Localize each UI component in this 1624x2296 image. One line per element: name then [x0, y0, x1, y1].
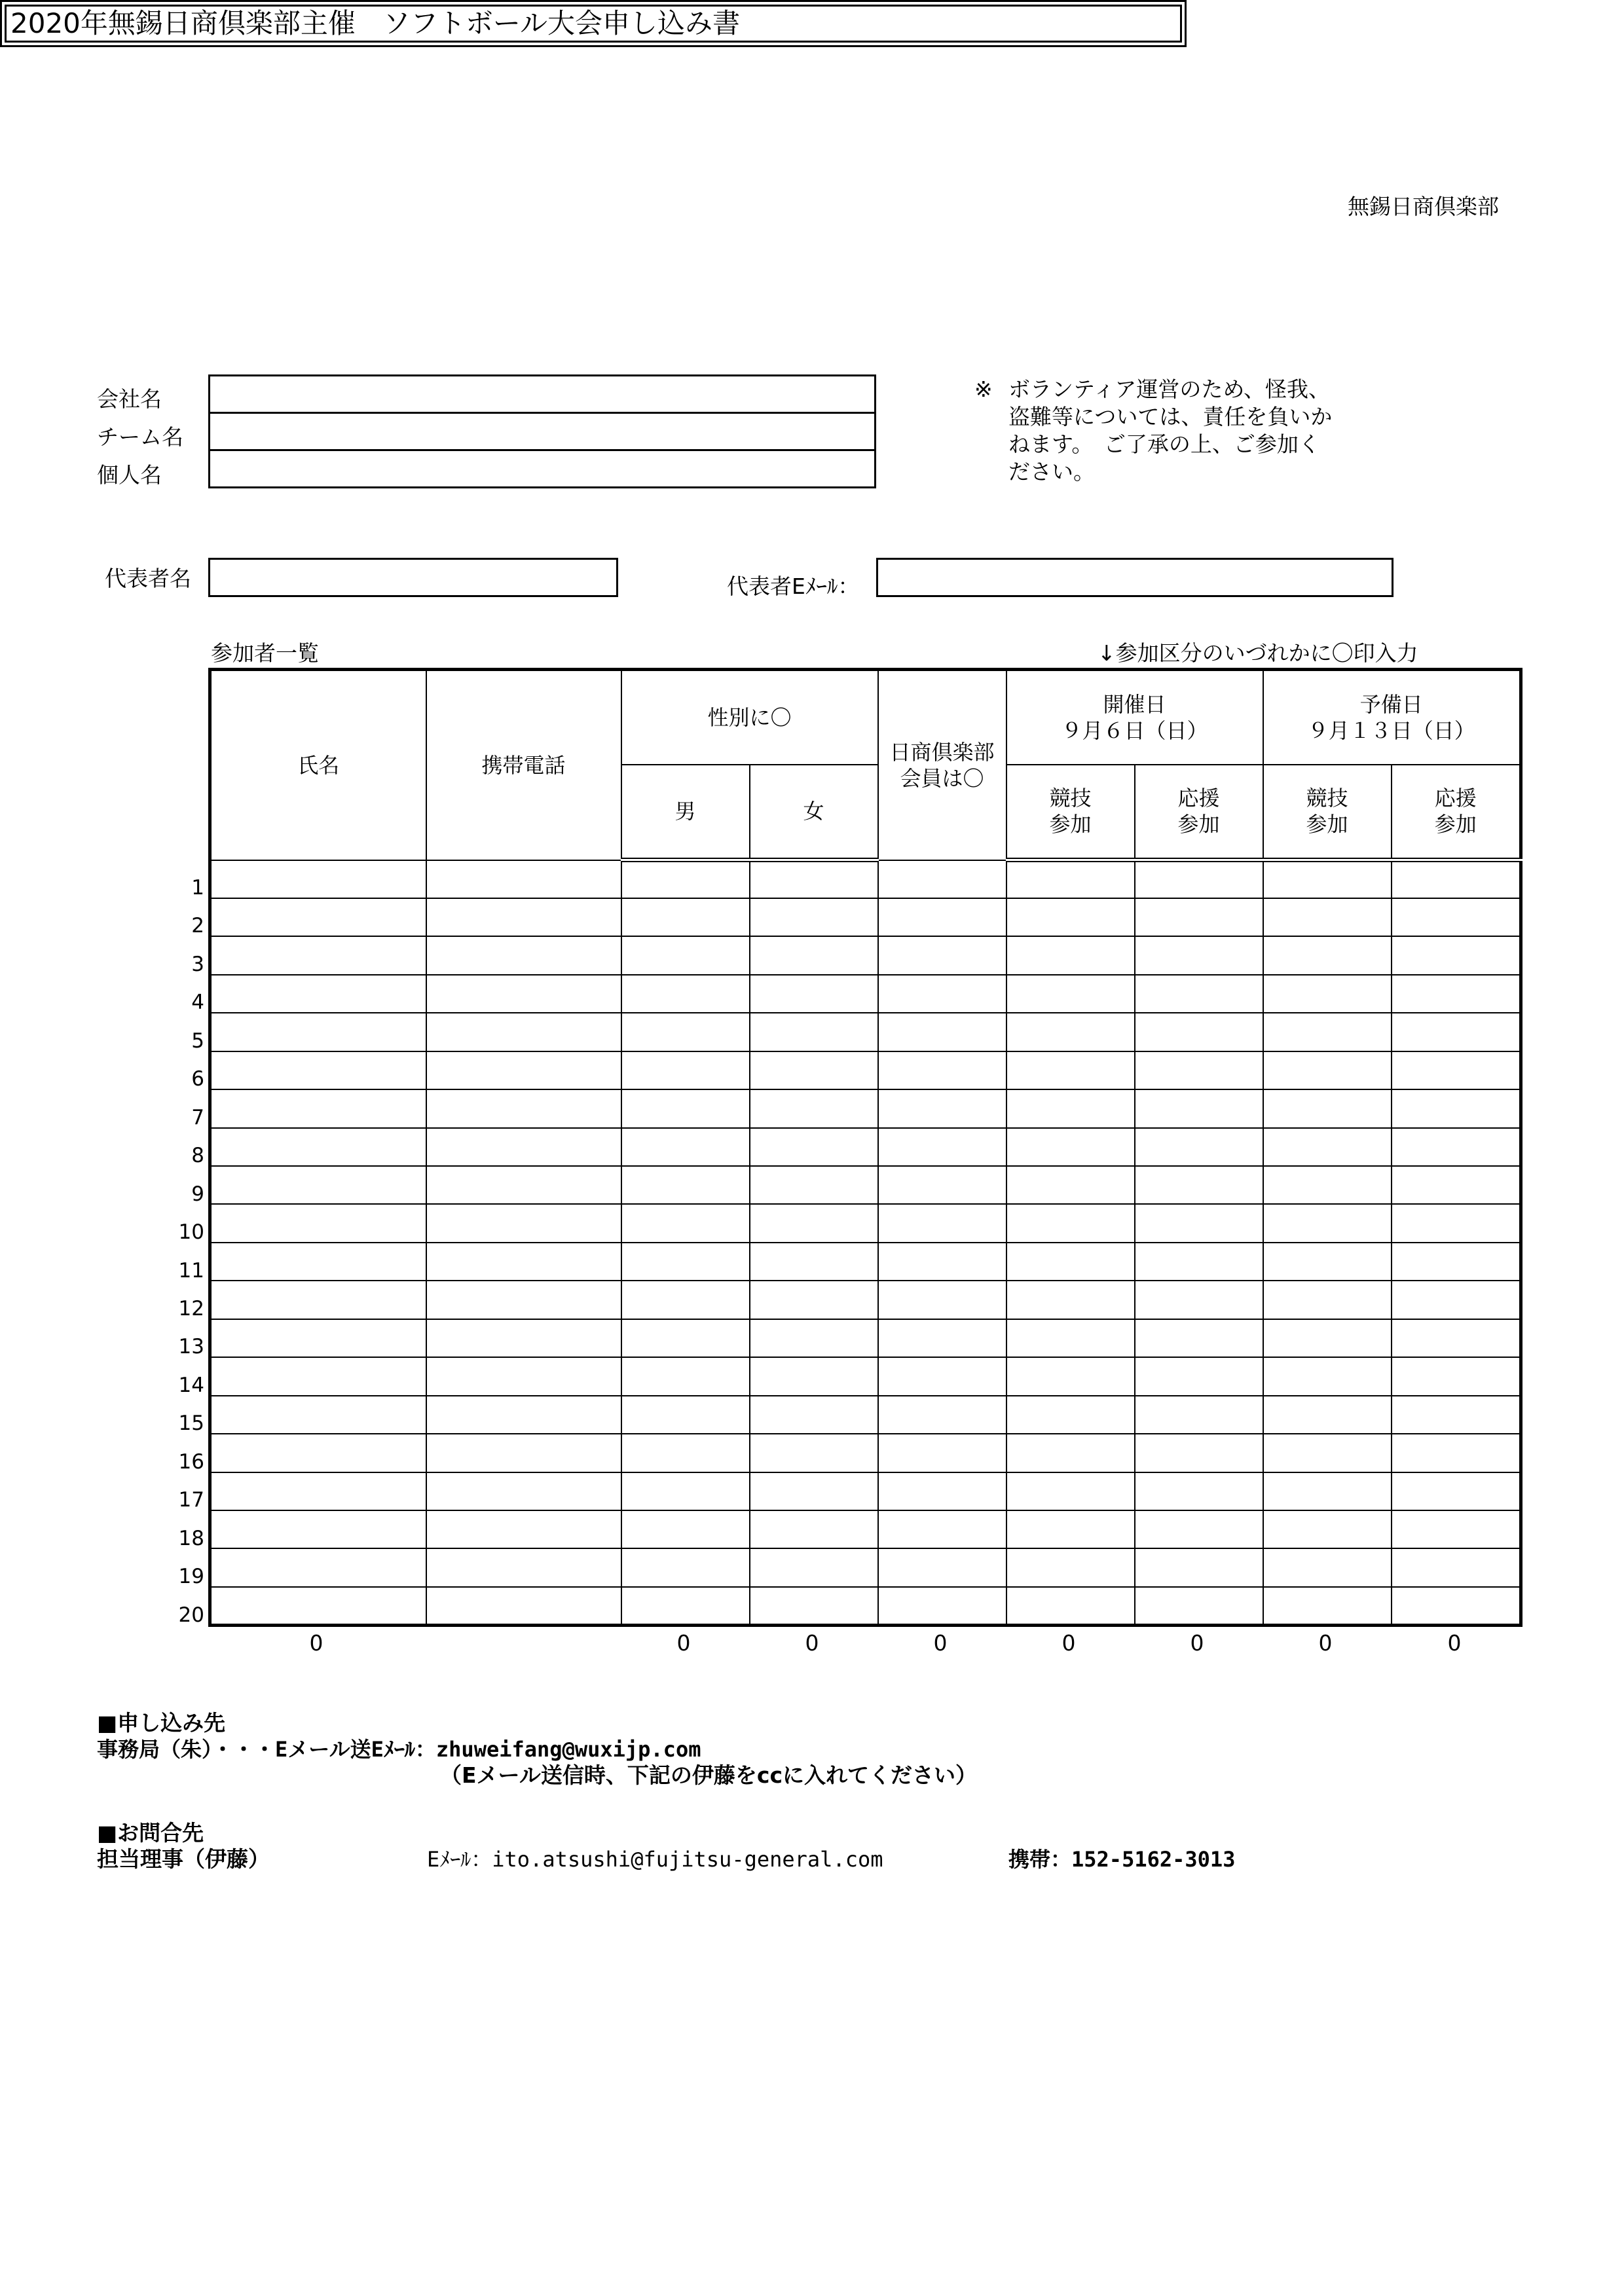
roster-cell[interactable] [210, 1587, 426, 1625]
participant-table [208, 668, 1522, 1627]
roster-cell[interactable] [1006, 898, 1135, 936]
total-backup-cheer: 0 [1447, 1630, 1462, 1656]
roster-cell[interactable] [210, 1434, 426, 1472]
roster-cell[interactable] [1135, 1434, 1263, 1472]
roster-cell[interactable] [426, 1204, 621, 1242]
header-member-line2: 会員は〇 [900, 765, 984, 791]
contact-person: 担当理事（伊藤） [97, 1846, 270, 1872]
header-backup-compete [1263, 765, 1392, 860]
table-row [210, 1128, 1521, 1166]
roster-cell[interactable] [621, 1319, 750, 1357]
roster-cell[interactable] [621, 1166, 750, 1204]
roster-cell[interactable] [1006, 1051, 1135, 1089]
roster-cell[interactable] [1263, 1472, 1392, 1510]
roster-cell[interactable] [426, 898, 621, 936]
roster-cell[interactable] [878, 1281, 1006, 1319]
roster-cell[interactable] [1263, 1396, 1392, 1434]
roster-cell[interactable] [621, 1548, 750, 1586]
cheer-line1: 応援 [1434, 786, 1477, 811]
roster-cell[interactable] [426, 1587, 621, 1625]
roster-cell[interactable] [1392, 1587, 1521, 1625]
row-number: 5 [191, 1029, 204, 1053]
roster-cell[interactable] [210, 1357, 426, 1395]
roster-cell[interactable] [426, 1472, 621, 1510]
row-number: 20 [178, 1603, 204, 1627]
roster-cell[interactable] [750, 1243, 878, 1281]
header-event-day-line2: ９月６日（日） [1061, 718, 1208, 743]
roster-cell[interactable] [1135, 1051, 1263, 1089]
roster-cell[interactable] [1392, 1128, 1521, 1166]
header-event-cheer [1135, 765, 1263, 860]
roster-cell[interactable] [878, 1166, 1006, 1204]
roster-cell[interactable] [1135, 1128, 1263, 1166]
roster-cell[interactable] [426, 1243, 621, 1281]
apply-line-1: 事務局（朱）・・・Eメール送Eﾒｰﾙ：zhuweifang@wuxijp.com [97, 1737, 701, 1762]
roster-cell[interactable] [1392, 1243, 1521, 1281]
roster-cell[interactable] [1263, 1051, 1392, 1089]
table-row [210, 936, 1521, 974]
roster-cell[interactable] [621, 936, 750, 974]
roster-cell[interactable] [1392, 1166, 1521, 1204]
roster-cell[interactable] [1006, 1166, 1135, 1204]
company-label: 会社名 [97, 386, 162, 412]
roster-cell[interactable] [426, 1128, 621, 1166]
roster-cell[interactable] [878, 1396, 1006, 1434]
row-number: 1 [191, 876, 204, 900]
roster-cell[interactable] [750, 1051, 878, 1089]
roster-cell[interactable] [1135, 1204, 1263, 1242]
row-number: 16 [178, 1449, 204, 1474]
roster-cell[interactable] [621, 1281, 750, 1319]
total-backup-compete: 0 [1318, 1630, 1333, 1656]
cheer-line2: 参加 [1177, 812, 1220, 837]
roster-cell[interactable] [1263, 936, 1392, 974]
organizer-name: 無錫日商倶楽部 [1348, 194, 1499, 219]
roster-cell[interactable] [1135, 1089, 1263, 1127]
roster-caption: 参加者一覧 [211, 640, 319, 666]
table-row [210, 1548, 1521, 1586]
total-female: 0 [805, 1630, 819, 1656]
roster-cell[interactable] [878, 1548, 1006, 1586]
form-title-box [0, 0, 1187, 47]
roster-cell[interactable] [1006, 1434, 1135, 1472]
roster-cell[interactable] [426, 936, 621, 974]
roster-cell[interactable] [750, 1204, 878, 1242]
roster-cell[interactable] [878, 1243, 1006, 1281]
roster-cell[interactable] [1006, 1587, 1135, 1625]
roster-cell[interactable] [750, 1587, 878, 1625]
contact-mobile: 携帯：152-5162-3013 [1008, 1847, 1236, 1872]
contact-email: Eﾒｰﾙ：ito.atsushi@fujitsu-general.com [427, 1847, 883, 1872]
roster-cell[interactable] [1135, 1166, 1263, 1204]
roster-cell[interactable] [1006, 1128, 1135, 1166]
roster-cell[interactable] [1135, 860, 1263, 898]
roster-cell[interactable] [750, 936, 878, 974]
roster-cell[interactable] [210, 1166, 426, 1204]
roster-cell[interactable] [1392, 975, 1521, 1013]
roster-cell[interactable] [1006, 1013, 1135, 1051]
roster-cell[interactable] [1006, 1281, 1135, 1319]
individual-field[interactable] [208, 449, 876, 488]
row-number: 14 [178, 1373, 204, 1397]
roster-cell[interactable] [426, 1319, 621, 1357]
roster-cell[interactable] [210, 1548, 426, 1586]
roster-cell[interactable] [1135, 1472, 1263, 1510]
roster-cell[interactable] [426, 1510, 621, 1548]
roster-cell[interactable] [1263, 1089, 1392, 1127]
compete-line1: 競技 [1306, 786, 1348, 811]
roster-cell[interactable] [1135, 898, 1263, 936]
header-member-line1: 日商倶楽部 [889, 739, 995, 765]
table-row [210, 860, 1521, 898]
roster-cell[interactable] [1392, 1472, 1521, 1510]
header-event-day-line1: 開催日 [1103, 691, 1166, 717]
roster-cell[interactable] [1006, 1319, 1135, 1357]
roster-cell[interactable] [1263, 1548, 1392, 1586]
roster-cell[interactable] [1006, 975, 1135, 1013]
row-number: 10 [178, 1220, 204, 1245]
roster-cell[interactable] [1006, 1243, 1135, 1281]
table-row [210, 1510, 1521, 1548]
roster-cell[interactable] [1392, 1204, 1521, 1242]
roster-cell[interactable] [750, 1089, 878, 1127]
roster-cell[interactable] [621, 1128, 750, 1166]
roster-cell[interactable] [1006, 1510, 1135, 1548]
cheer-line1: 応援 [1177, 786, 1220, 811]
roster-cell[interactable] [210, 1243, 426, 1281]
roster-cell[interactable] [878, 1587, 1006, 1625]
cheer-line2: 参加 [1434, 812, 1477, 837]
total-male: 0 [676, 1630, 691, 1656]
roster-cell[interactable] [426, 1357, 621, 1395]
roster-cell[interactable] [1135, 1243, 1263, 1281]
roster-cell[interactable] [1135, 1396, 1263, 1434]
rep-name-field[interactable] [208, 558, 618, 597]
roster-cell[interactable] [621, 1472, 750, 1510]
apply-line-2: （Eメール送信時、下記の伊藤をccに入れてください） [440, 1762, 978, 1788]
roster-cell[interactable] [1263, 1587, 1392, 1625]
roster-cell[interactable] [878, 1051, 1006, 1089]
roster-cell[interactable] [1263, 1281, 1392, 1319]
roster-cell[interactable] [621, 975, 750, 1013]
row-number: 2 [191, 914, 204, 938]
roster-cell[interactable] [1263, 1243, 1392, 1281]
roster-cell[interactable] [426, 1013, 621, 1051]
roster-cell[interactable] [1263, 1128, 1392, 1166]
table-row [210, 1281, 1521, 1319]
roster-cell[interactable] [1006, 1548, 1135, 1586]
row-number: 4 [191, 991, 204, 1015]
table-row [210, 1434, 1521, 1472]
roster-cell[interactable] [1263, 975, 1392, 1013]
roster-cell[interactable] [1392, 898, 1521, 936]
rep-name-label: 代表者名 [105, 566, 191, 591]
roster-cell[interactable] [1392, 1013, 1521, 1051]
roster-cell[interactable] [426, 1434, 621, 1472]
row-number: 18 [178, 1526, 204, 1550]
roster-cell[interactable] [1135, 936, 1263, 974]
roster-cell[interactable] [621, 1089, 750, 1127]
roster-cell[interactable] [621, 1243, 750, 1281]
roster-cell[interactable] [210, 1051, 426, 1089]
roster-cell[interactable] [210, 1281, 426, 1319]
roster-cell[interactable] [210, 1510, 426, 1548]
table-row [210, 1204, 1521, 1242]
roster-cell[interactable] [621, 1510, 750, 1548]
table-row [210, 1587, 1521, 1625]
table-row [210, 1319, 1521, 1357]
table-row [210, 1013, 1521, 1051]
roster-cell[interactable] [210, 1013, 426, 1051]
header-phone: 携帯電話 [426, 670, 621, 860]
roster-cell[interactable] [750, 1357, 878, 1395]
roster-cell[interactable] [878, 1357, 1006, 1395]
roster-cell[interactable] [1006, 1089, 1135, 1127]
roster-cell[interactable] [750, 1319, 878, 1357]
roster-cell[interactable] [750, 1510, 878, 1548]
roster-cell[interactable] [750, 1396, 878, 1434]
row-number: 12 [178, 1296, 204, 1321]
roster-cell[interactable] [621, 1587, 750, 1625]
roster-cell[interactable] [210, 1319, 426, 1357]
apply-heading: ■申し込み先 [97, 1710, 226, 1736]
roster-cell[interactable] [1392, 1357, 1521, 1395]
table-row [210, 1472, 1521, 1510]
roster-cell[interactable] [1135, 1281, 1263, 1319]
roster-cell[interactable] [1006, 1357, 1135, 1395]
roster-cell[interactable] [426, 860, 621, 898]
roster-cell[interactable] [426, 1396, 621, 1434]
roster-cell[interactable] [426, 1166, 621, 1204]
roster-cell[interactable] [210, 860, 426, 898]
row-number: 7 [191, 1105, 204, 1129]
roster-cell[interactable] [750, 1548, 878, 1586]
roster-cell[interactable] [621, 1013, 750, 1051]
header-name: 氏名 [210, 670, 426, 860]
roster-cell[interactable] [1392, 1051, 1521, 1089]
roster-cell[interactable] [1392, 1319, 1521, 1357]
roster-cell[interactable] [1263, 1013, 1392, 1051]
roster-cell[interactable] [750, 1128, 878, 1166]
roster-cell[interactable] [878, 898, 1006, 936]
roster-cell[interactable] [1263, 898, 1392, 936]
roster-cell[interactable] [1135, 1510, 1263, 1548]
roster-cell[interactable] [878, 1013, 1006, 1051]
total-event-cheer: 0 [1190, 1630, 1204, 1656]
header-male: 男 [621, 765, 750, 860]
roster-cell[interactable] [1392, 1510, 1521, 1548]
header-event-day [1006, 670, 1263, 765]
notice-mark: ※ [974, 376, 993, 402]
roster-cell[interactable] [621, 1051, 750, 1089]
roster-cell[interactable] [1263, 1357, 1392, 1395]
roster-cell[interactable] [210, 1128, 426, 1166]
form-title: 2020年無錫日商倶楽部主催 ソフトボール大会申し込み書 [5, 5, 1182, 43]
header-female: 女 [750, 765, 878, 860]
header-backup-day-line2: ９月１３日（日） [1307, 718, 1475, 743]
roster-cell[interactable] [750, 1013, 878, 1051]
roster-cell[interactable] [878, 1472, 1006, 1510]
notice-line-1: ボランティア運営のため、怪我、 [1008, 376, 1331, 402]
table-row [210, 975, 1521, 1013]
roster-cell[interactable] [750, 860, 878, 898]
roster-cell[interactable] [878, 1434, 1006, 1472]
compete-line1: 競技 [1049, 786, 1092, 811]
header-backup-cheer [1392, 765, 1521, 860]
roster-cell[interactable] [1135, 975, 1263, 1013]
total-member: 0 [933, 1630, 948, 1656]
roster-cell[interactable] [210, 1472, 426, 1510]
total-name: 0 [309, 1630, 323, 1656]
roster-cell[interactable] [621, 1396, 750, 1434]
row-number: 3 [191, 952, 204, 976]
roster-cell[interactable] [426, 1051, 621, 1089]
rep-email-label: 代表者Eﾒｰﾙ： [727, 574, 860, 599]
roster-cell[interactable] [878, 1089, 1006, 1127]
notice-line-2: 盗難等については、責任を負いか [1008, 404, 1333, 429]
roster-cell[interactable] [1392, 860, 1521, 898]
header-member [878, 670, 1006, 860]
row-number: 17 [178, 1488, 204, 1512]
roster-cell[interactable] [1006, 860, 1135, 898]
roster-cell[interactable] [621, 1204, 750, 1242]
roster-cell[interactable] [1392, 1434, 1521, 1472]
roster-cell[interactable] [750, 1281, 878, 1319]
table-row [210, 1051, 1521, 1089]
roster-cell[interactable] [878, 1510, 1006, 1548]
roster-cell[interactable] [210, 975, 426, 1013]
roster-cell[interactable] [1392, 1548, 1521, 1586]
roster-cell[interactable] [750, 975, 878, 1013]
roster-cell[interactable] [878, 1204, 1006, 1242]
table-row [210, 898, 1521, 936]
compete-line2: 参加 [1049, 812, 1092, 837]
roster-hint: ↓参加区分のいづれかに〇印入力 [1098, 640, 1418, 666]
roster-cell[interactable] [878, 936, 1006, 974]
roster-cell[interactable] [210, 936, 426, 974]
roster-cell[interactable] [1392, 1089, 1521, 1127]
roster-cell[interactable] [1263, 1166, 1392, 1204]
roster-cell[interactable] [878, 975, 1006, 1013]
table-row [210, 1166, 1521, 1204]
roster-cell[interactable] [1135, 1587, 1263, 1625]
roster-cell[interactable] [1263, 1434, 1392, 1472]
roster-cell[interactable] [621, 860, 750, 898]
roster-cell[interactable] [426, 1281, 621, 1319]
row-number: 19 [178, 1565, 204, 1589]
roster-cell[interactable] [1135, 1548, 1263, 1586]
roster-cell[interactable] [621, 1357, 750, 1395]
roster-cell[interactable] [1263, 1319, 1392, 1357]
row-number: 9 [191, 1182, 204, 1206]
header-event-compete [1006, 765, 1135, 860]
roster-cell[interactable] [426, 975, 621, 1013]
notice-line-3: ねます。 ご了承の上、ご参加く [1008, 431, 1320, 457]
roster-cell[interactable] [426, 1089, 621, 1127]
roster-cell[interactable] [1263, 860, 1392, 898]
notice-line-4: ださい。 [1008, 459, 1095, 484]
total-event-compete: 0 [1061, 1630, 1076, 1656]
table-row [210, 1396, 1521, 1434]
team-label: チーム名 [97, 424, 183, 450]
team-field[interactable] [208, 412, 876, 451]
roster-cell[interactable] [750, 1166, 878, 1204]
roster-cell[interactable] [750, 1434, 878, 1472]
roster-cell[interactable] [1263, 1510, 1392, 1548]
roster-cell[interactable] [621, 1434, 750, 1472]
roster-cell[interactable] [1392, 1396, 1521, 1434]
contact-heading: ■お問合先 [97, 1820, 204, 1846]
company-field[interactable] [208, 374, 876, 414]
roster-cell[interactable] [621, 898, 750, 936]
roster-cell[interactable] [1006, 1396, 1135, 1434]
roster-cell[interactable] [1135, 1319, 1263, 1357]
roster-cell[interactable] [1263, 1204, 1392, 1242]
individual-label: 個人名 [97, 462, 162, 488]
row-number: 6 [191, 1067, 204, 1091]
roster-cell[interactable] [210, 898, 426, 936]
roster-cell[interactable] [750, 898, 878, 936]
roster-cell[interactable] [878, 1319, 1006, 1357]
row-number: 11 [178, 1258, 204, 1283]
compete-line2: 参加 [1306, 812, 1348, 837]
row-number: 8 [191, 1144, 204, 1168]
roster-cell[interactable] [1006, 1472, 1135, 1510]
roster-cell[interactable] [210, 1089, 426, 1127]
table-row [210, 1357, 1521, 1395]
roster-cell[interactable] [750, 1472, 878, 1510]
roster-cell[interactable] [1135, 1357, 1263, 1395]
rep-email-field[interactable] [876, 558, 1393, 597]
roster-cell[interactable] [878, 860, 1006, 898]
row-number: 13 [178, 1335, 204, 1359]
roster-cell[interactable] [1006, 1204, 1135, 1242]
header-gender: 性別に〇 [621, 670, 878, 765]
roster-cell[interactable] [210, 1396, 426, 1434]
table-row [210, 1089, 1521, 1127]
header-backup-day-line1: 予備日 [1359, 691, 1423, 717]
table-row [210, 1243, 1521, 1281]
row-number: 15 [178, 1412, 204, 1436]
roster-cell[interactable] [210, 1204, 426, 1242]
roster-cell[interactable] [1006, 936, 1135, 974]
header-backup-day [1263, 670, 1521, 765]
roster-cell[interactable] [1392, 1281, 1521, 1319]
roster-cell[interactable] [426, 1548, 621, 1586]
roster-cell[interactable] [878, 1128, 1006, 1166]
roster-cell[interactable] [1135, 1013, 1263, 1051]
roster-cell[interactable] [1392, 936, 1521, 974]
